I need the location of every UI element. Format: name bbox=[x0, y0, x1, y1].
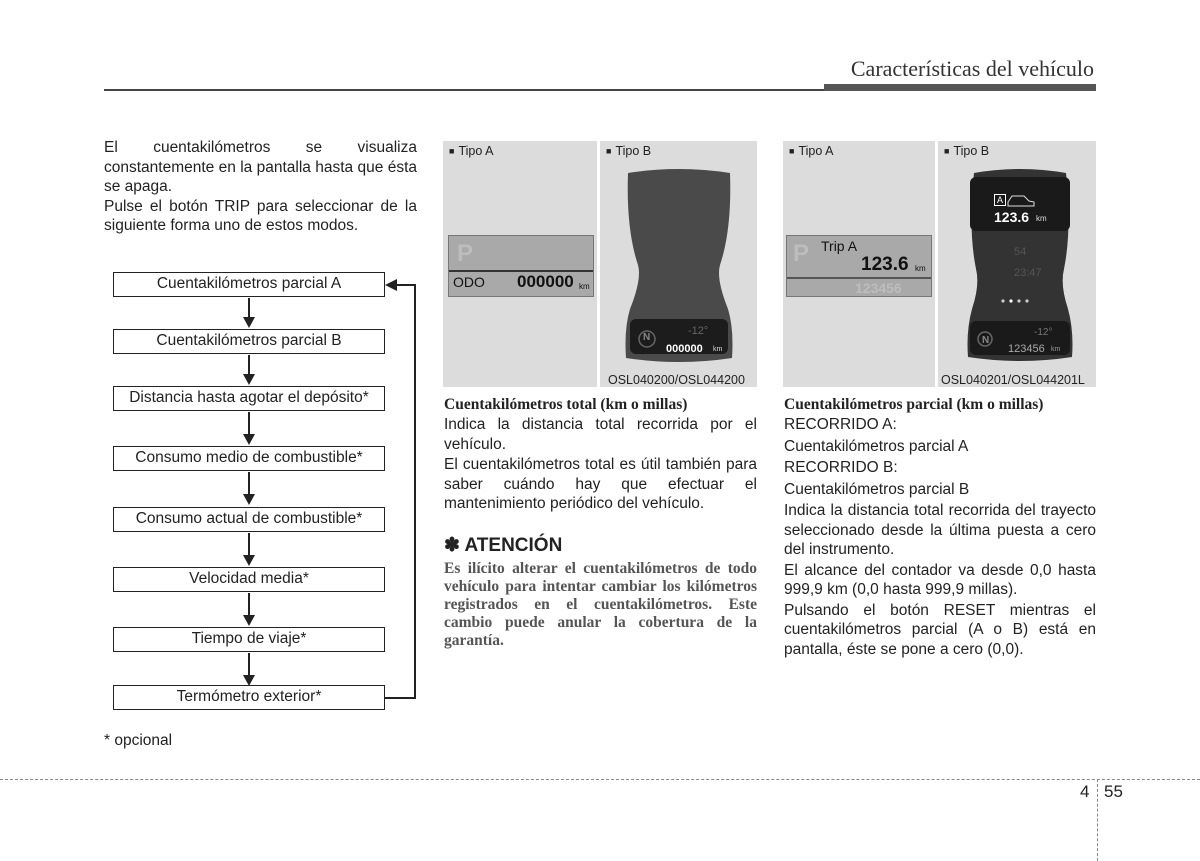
flow-arrow bbox=[248, 355, 250, 383]
flow-loop-line bbox=[394, 284, 416, 286]
flow-step-outside-temp: Termómetro exterior* bbox=[113, 685, 385, 710]
header-rule-accent bbox=[824, 84, 1096, 91]
gear-indicator: N bbox=[982, 335, 990, 346]
flow-step-distance-to-empty: Distancia hasta agotar el depósito* bbox=[113, 386, 385, 411]
trip-description bbox=[784, 415, 1096, 660]
attention-title: ✽ ATENCIÓN bbox=[444, 535, 563, 556]
odo-description bbox=[444, 415, 757, 515]
trip-paragraph-1: Indica la distancia total recorrida del trayecto seleccionado desde la última puesta a cero del instrumento. bbox=[784, 502, 1096, 558]
trip-heading: Cuentakilómetros parcial (km o millas) bbox=[784, 396, 1044, 413]
cluster-display-shape bbox=[620, 169, 738, 362]
footer-rule bbox=[0, 779, 1200, 780]
section-title: Características del vehículo bbox=[850, 56, 1094, 81]
chapter-number: 4 bbox=[1080, 782, 1090, 801]
odo-unit: km bbox=[579, 282, 590, 291]
gear-indicator: P bbox=[457, 240, 474, 267]
flow-loop-arrowhead bbox=[385, 279, 397, 291]
attention-body: Es ilícito alterar el cuentakilómetros de todo vehículo para intentar cambiar los kilómetros registrados en el cuentakilómetros. Este cambio puede anular la cobertura de la garantía. bbox=[444, 560, 757, 649]
flow-arrow bbox=[248, 653, 250, 684]
figure-odo-type-a bbox=[443, 141, 597, 387]
footer-divider bbox=[1097, 779, 1098, 861]
type-a-label: ■ Tipo A bbox=[789, 144, 833, 158]
odo-value: 000000 bbox=[517, 272, 574, 291]
flow-loop-line bbox=[385, 697, 416, 699]
figure-caption: OSL040201/OSL044201L bbox=[941, 373, 1085, 387]
trip-value: 123.6 bbox=[994, 209, 1030, 225]
type-b-label: ■ Tipo B bbox=[606, 144, 651, 158]
trip-line-4: Cuentakilómetros parcial B bbox=[784, 480, 970, 498]
flow-step-current-consumption: Consumo actual de combustible* bbox=[113, 507, 385, 532]
flow-step-avg-speed: Velocidad media* bbox=[113, 567, 385, 592]
trip-lcd-display bbox=[786, 235, 932, 297]
figure-caption: OSL040200/OSL044200 bbox=[608, 373, 745, 387]
odo-mode-label: ODO bbox=[453, 274, 485, 290]
odo-unit: km bbox=[1051, 346, 1061, 353]
trip-unit: km bbox=[915, 264, 926, 273]
odo-heading: Cuentakilómetros total (km o millas) bbox=[444, 396, 688, 413]
odo-value: 123456 bbox=[1008, 343, 1045, 355]
page-number: 55 bbox=[1104, 782, 1123, 801]
trip-paragraph-3: Pulsando el botón RESET mientras el cuentakilómetros parcial (A o B) está en pantalla, éste se pone a cero (0,0). bbox=[784, 601, 1096, 658]
flow-step-trip-b: Cuentakilómetros parcial B bbox=[113, 329, 385, 354]
flow-arrow bbox=[248, 593, 250, 624]
gear-indicator: N bbox=[643, 332, 651, 343]
trip-value: 123.6 bbox=[861, 254, 909, 275]
trip-line-2: Cuentakilómetros parcial A bbox=[784, 437, 969, 455]
odo-paragraph-2: El cuentakilómetros total es útil también para saber cuándo hay que efectuar el mantenimiento periódico del vehículo. bbox=[444, 456, 757, 512]
footnote: * opcional bbox=[104, 732, 173, 749]
trip-paragraph-2: El alcance del contador va desde 0,0 hasta 999,9 km (0,0 hasta 999,9 millas). bbox=[784, 561, 1096, 598]
type-b-label: ■ Tipo B bbox=[944, 144, 989, 158]
header-rule bbox=[104, 89, 824, 91]
flow-step-avg-consumption: Consumo medio de combustible* bbox=[113, 446, 385, 471]
trip-a-tag: A bbox=[994, 194, 1006, 206]
intro-text bbox=[104, 138, 417, 236]
flow-step-trip-time: Tiempo de viaje* bbox=[113, 627, 385, 652]
trip-line-3: RECORRIDO B: bbox=[784, 459, 898, 476]
figure-odo-type-b bbox=[600, 141, 757, 387]
flow-arrow bbox=[248, 298, 250, 326]
gear-indicator: P bbox=[793, 240, 810, 267]
figure-trip-type-a bbox=[783, 141, 935, 387]
flow-loop-line bbox=[414, 284, 416, 699]
trip-mode-label: Trip A bbox=[821, 238, 858, 254]
odo-value: 000000 bbox=[666, 343, 703, 355]
flow-step-trip-a: Cuentakilómetros parcial A bbox=[113, 272, 385, 297]
trip-unit: km bbox=[1036, 214, 1047, 223]
faint-readout-2: 23:47 bbox=[1014, 267, 1042, 279]
faint-readout-1: 54 bbox=[1014, 246, 1027, 258]
odo-unit: km bbox=[713, 346, 723, 353]
figure-trip-type-b bbox=[938, 141, 1096, 387]
cluster-display-shape bbox=[964, 169, 1076, 361]
odo-ghost-value: 123456 bbox=[855, 280, 902, 296]
outside-temp: -12° bbox=[1034, 327, 1053, 338]
trip-line-1: RECORRIDO A: bbox=[784, 416, 897, 433]
odo-paragraph-1: Indica la distancia total recorrida por el vehículo. bbox=[444, 416, 757, 453]
outside-temp: -12° bbox=[688, 325, 709, 337]
lcd-divider bbox=[787, 277, 932, 279]
flow-arrow bbox=[248, 472, 250, 503]
intro-paragraph-1: El cuentakilómetros se visualiza constantemente en la pantalla hasta que ésta se apaga. bbox=[104, 139, 417, 195]
odo-lcd-display bbox=[448, 235, 594, 297]
intro-paragraph-2: Pulse el botón TRIP para seleccionar de la siguiente forma uno de estos modos. bbox=[104, 197, 417, 234]
flow-arrow bbox=[248, 533, 250, 564]
type-a-label: ■ Tipo A bbox=[449, 144, 493, 158]
flow-arrow bbox=[248, 412, 250, 443]
